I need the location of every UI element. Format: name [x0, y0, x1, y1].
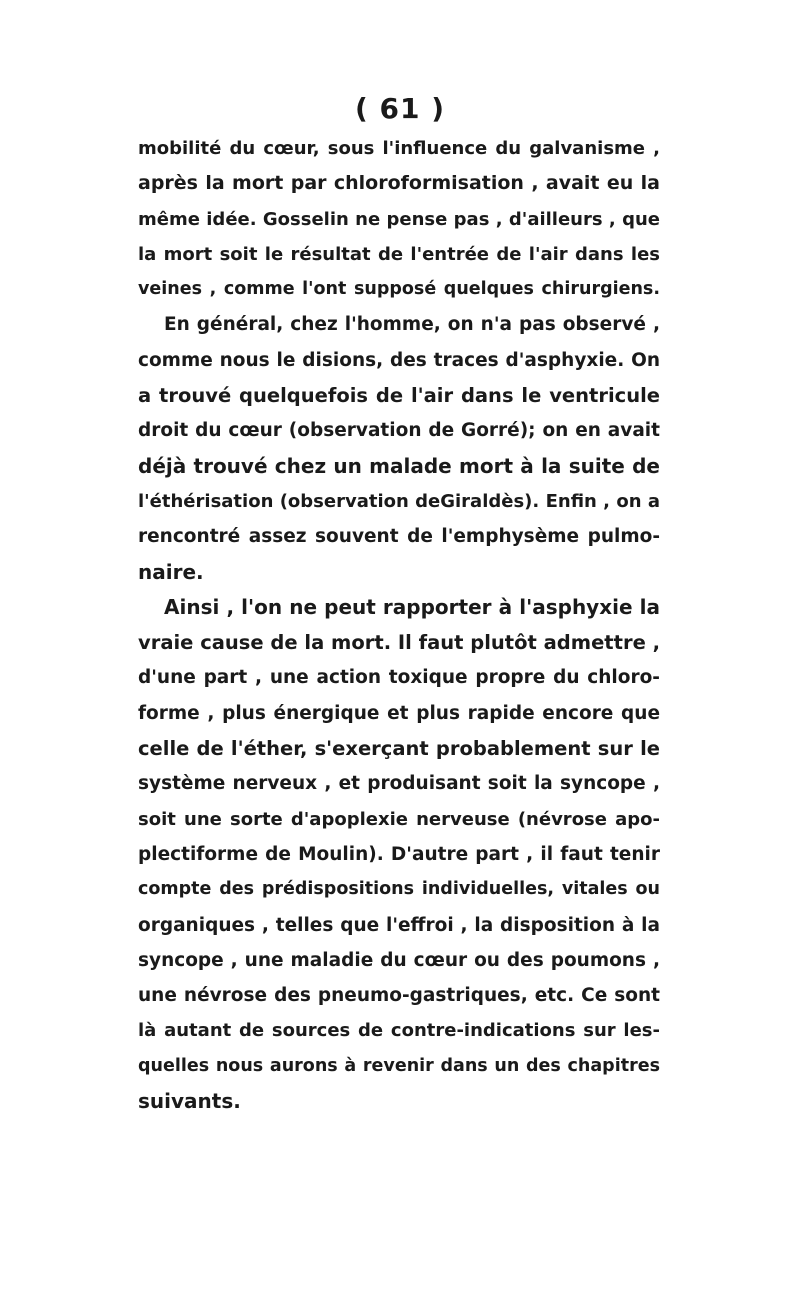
text-line: quelles nous aurons à revenir dans un des chapitres — [138, 1055, 660, 1076]
text-line: système nerveux , et produisant soit la syncope , — [138, 773, 660, 795]
body-text — [138, 131, 660, 1119]
paragraph-start-line: Ainsi , l'on ne peut rapporter à l'asphyxie la — [164, 594, 660, 619]
text-line: forme , plus énergique et plus rapide encore que — [138, 702, 660, 724]
text-line: là autant de sources de contre-indications sur les- — [138, 1020, 660, 1042]
text-line: mobilité du cœur, sous l'influence du galvanisme , — [138, 138, 660, 159]
text-line: d'une part , une action toxique propre du chloro- — [138, 667, 660, 689]
text-line: plectiforme de Moulin). D'autre part , il faut tenir — [138, 843, 660, 865]
text-line: même idée. Gosselin ne pense pas , d'ailleurs , que — [138, 208, 660, 230]
text-line: vraie cause de la mort. Il faut plutôt admettre , — [138, 631, 660, 655]
text-line: veines , comme l'ont supposé quelques chirurgiens. — [138, 279, 660, 300]
text-line: la mort soit le résultat de l'entrée de l'air dans les — [138, 243, 660, 265]
text-line: l'éthérisation (observation deGiraldès). Enfin , on a — [138, 490, 660, 512]
text-line: a trouvé quelquefois de l'air dans le ventricule — [138, 384, 660, 408]
page-number: ( 61 ) — [354, 92, 446, 125]
text-line: rencontré assez souvent de l'emphysème pulmo- — [138, 526, 660, 548]
paragraph-end-line: naire. — [138, 559, 204, 584]
text-line: compte des prédispositions individuelles, vitales ou — [138, 879, 660, 900]
text-line: déjà trouvé chez un malade mort à la suite de — [138, 453, 660, 478]
paragraph-end-line: suivants. — [138, 1089, 241, 1114]
text-line: syncope , une maladie du cœur ou des poumons , — [138, 949, 660, 971]
text-line: droit du cœur (observation de Gorré); on en avait — [138, 420, 660, 442]
text-line: une névrose des pneumo-gastriques, etc. Ce sont — [138, 985, 660, 1007]
paragraph-start-line: En général, chez l'homme, on n'a pas observé , — [164, 314, 660, 336]
text-line: soit une sorte d'apoplexie nerveuse (névrose apo- — [138, 808, 660, 830]
text-line: comme nous le disions, des traces d'asphyxie. On — [138, 349, 660, 371]
text-line: organiques , telles que l'effroi , la disposition à la — [138, 914, 660, 936]
text-line: après la mort par chloroformisation , avait eu la — [138, 172, 660, 195]
text-line: celle de l'éther, s'exerçant probablement sur le — [138, 737, 660, 761]
